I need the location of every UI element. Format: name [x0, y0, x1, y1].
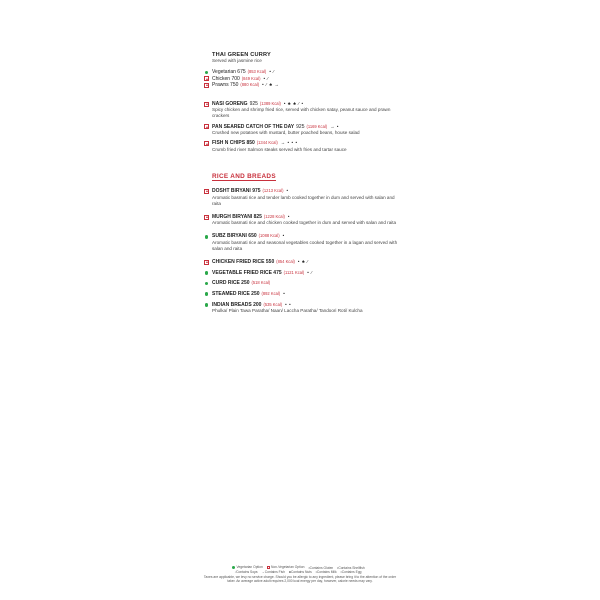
- veg-marker-icon: [204, 70, 209, 75]
- item-name: INDIAN BREADS 200: [212, 301, 262, 308]
- non-veg-marker-icon: [204, 102, 209, 107]
- thai-green-curry-subtitle: Served with jasmine rice: [212, 58, 262, 63]
- veg-marker-icon: [204, 234, 209, 239]
- legend-label: Vegetarian Option: [236, 565, 263, 569]
- legend-label: Non-Vegetarian Option: [270, 565, 305, 569]
- item-name: CURD RICE 250: [212, 280, 250, 287]
- item-kcal: (854 Kcal): [276, 259, 295, 265]
- item-name: Vegetarian 675: [212, 69, 246, 75]
- item-name: PAN SEARED CATCH OF THE DAY: [212, 123, 295, 130]
- item-kcal: (892 Kcal): [261, 290, 281, 296]
- item-description: Phulka/ Plain Tawa Paratha/ Naan/ Laccha Paratha/ Tandoori Roti/ Kulcha: [212, 308, 363, 314]
- non-veg-marker-icon: [204, 141, 209, 146]
- allergen-icons: • ∕: [307, 269, 313, 275]
- item-description: Aromatic basmati rice and tender lamb cooked together in dum and served with salan and raita: [212, 194, 395, 206]
- legend-entry: [261, 570, 284, 574]
- item-name: FISH N CHIPS 850: [212, 140, 255, 147]
- legend-entry: [267, 565, 305, 569]
- legend-entry: [236, 570, 258, 574]
- legend-label: Contains Milk: [316, 570, 337, 575]
- fish-icon: →: [261, 570, 265, 575]
- legend: [200, 565, 400, 583]
- item-price: 925: [249, 100, 258, 107]
- item-kcal: (1228 Kcal): [263, 213, 285, 219]
- menu-item: [204, 302, 400, 315]
- menu-item: [204, 291, 400, 298]
- non-veg-marker-icon: [204, 260, 209, 265]
- menu-item: [204, 101, 400, 120]
- allergen-icons: •: [286, 187, 289, 193]
- item-name: DOSHT BIRYANI 975: [212, 187, 261, 194]
- menu-item: [204, 214, 400, 227]
- item-kcal: (1088 Kcal): [258, 233, 280, 239]
- thai-variants: [204, 69, 400, 89]
- item-price: 925: [296, 123, 305, 130]
- non-veg-marker-icon: [204, 215, 209, 220]
- item-kcal: (1169 Kcal): [306, 123, 328, 129]
- legend-entry: [341, 570, 362, 574]
- allergen-icons: • ∕: [269, 69, 275, 74]
- shellfish-icon: •: [337, 565, 339, 570]
- menu-item: [204, 280, 400, 287]
- legend-entry: [289, 570, 312, 574]
- veg-marker-icon: [204, 292, 209, 297]
- allergen-icons: • ♣ ∕: [297, 259, 309, 265]
- thai-green-curry-title: THAI GREEN CURRY: [212, 52, 271, 58]
- item-description: Crushed new potatoes with mustard, butter poached beans, house salad: [212, 130, 360, 136]
- menu-item: [204, 76, 400, 83]
- allergen-icons: • •: [285, 301, 292, 307]
- item-kcal: (535 Kcal): [263, 301, 283, 307]
- menu-item: [204, 259, 400, 266]
- legend-label: Contains Shellfish: [338, 565, 365, 570]
- menu-item: [204, 270, 400, 277]
- legend-label: Contains Egg: [341, 570, 362, 575]
- allergen-icons: •: [282, 233, 285, 239]
- allergen-icons: • ♣ ♣ ∕ •: [283, 100, 304, 106]
- item-kcal: (1121 Kcal): [283, 269, 305, 275]
- gluten-icon: •: [308, 565, 310, 570]
- nuts-icon: ♣: [288, 570, 292, 575]
- item-name: NASI GORENG: [212, 100, 248, 107]
- veg-marker-icon: [204, 281, 209, 286]
- item-kcal: (518 Kcal): [251, 280, 271, 286]
- item-description: Aromatic basmati rice and chicken cooked together in dum and served with salan and raita: [212, 220, 397, 226]
- legend-footnote: Taxes are applicable, we levy no service charge. Should you be allergic to any ingredient, please bring it to the attention of the order taker. An average active adult requires 2,000 kcal energy per day, however, calorie needs may vary.: [203, 574, 397, 584]
- item-description: Spicy chicken and shrimp fried rice, served with chicken satay, peanut sauce and prawn crackers: [212, 107, 391, 119]
- item-description: Aromatic basmati rice and seasonal vegetables cooked together in a lagan and served with salan and raita: [212, 240, 398, 252]
- item-name: Chicken 700: [212, 75, 240, 82]
- menu-item: [204, 140, 400, 153]
- menu-item: [204, 188, 400, 207]
- item-name: MURGH BIRYANI 825: [212, 213, 262, 220]
- item-description: Crumb fried river Salmon steaks served with fries and tartar sauce: [212, 146, 347, 152]
- egg-icon: •: [340, 570, 342, 575]
- menu-column: [204, 52, 400, 314]
- soya-icon: ∕: [235, 570, 237, 575]
- veg-marker-icon: [232, 566, 235, 569]
- item-kcal: (1213 Kcal): [262, 187, 284, 193]
- allergen-icons: •: [287, 213, 290, 219]
- legend-entry: [232, 565, 263, 569]
- non-veg-marker-icon: [267, 566, 270, 569]
- allergen-icons: •: [283, 290, 286, 296]
- item-name: VEGETABLE FRIED RICE 475: [212, 269, 282, 276]
- section-title-rice-and-breads: RICE AND BREADS: [212, 172, 276, 180]
- menu-item: [204, 233, 400, 252]
- milk-icon: •: [315, 570, 317, 575]
- veg-marker-icon: [204, 302, 209, 307]
- item-kcal: (1344 Kcal): [256, 140, 278, 146]
- veg-marker-icon: [204, 271, 209, 276]
- allergen-icons: • ∕ ♣ →: [262, 82, 280, 88]
- item-kcal: (849 Kcal): [241, 75, 261, 81]
- legend-label: Contains Gluten: [309, 565, 334, 570]
- legend-entry: [316, 570, 337, 574]
- item-name: CHICKEN FRIED RICE 550: [212, 259, 275, 266]
- allergen-icons: • ∕: [263, 75, 269, 81]
- legend-label: Contains Nuts: [291, 570, 312, 575]
- legend-label: Contains Soya: [236, 570, 258, 575]
- menu-item: [204, 124, 400, 137]
- non-veg-marker-icon: [204, 189, 209, 194]
- legend-label: Contains Fish: [264, 570, 285, 575]
- non-veg-marker-icon: [204, 76, 209, 81]
- item-name: STEAMED RICE 250: [212, 290, 260, 297]
- menu-item: [204, 82, 400, 89]
- allergen-icons: → •: [330, 123, 340, 129]
- non-veg-marker-icon: [204, 124, 209, 129]
- item-kcal: (853 Kcal): [247, 69, 267, 74]
- item-kcal: (1389 Kcal): [259, 100, 281, 106]
- non-veg-marker-icon: [204, 83, 209, 88]
- item-name: Prawns 750: [212, 82, 239, 89]
- item-name: SUBZ BIRYANI 650: [212, 233, 257, 240]
- item-kcal: (880 Kcal): [240, 82, 260, 88]
- allergen-icons: → • • •: [280, 140, 298, 146]
- menu-item: [204, 69, 400, 76]
